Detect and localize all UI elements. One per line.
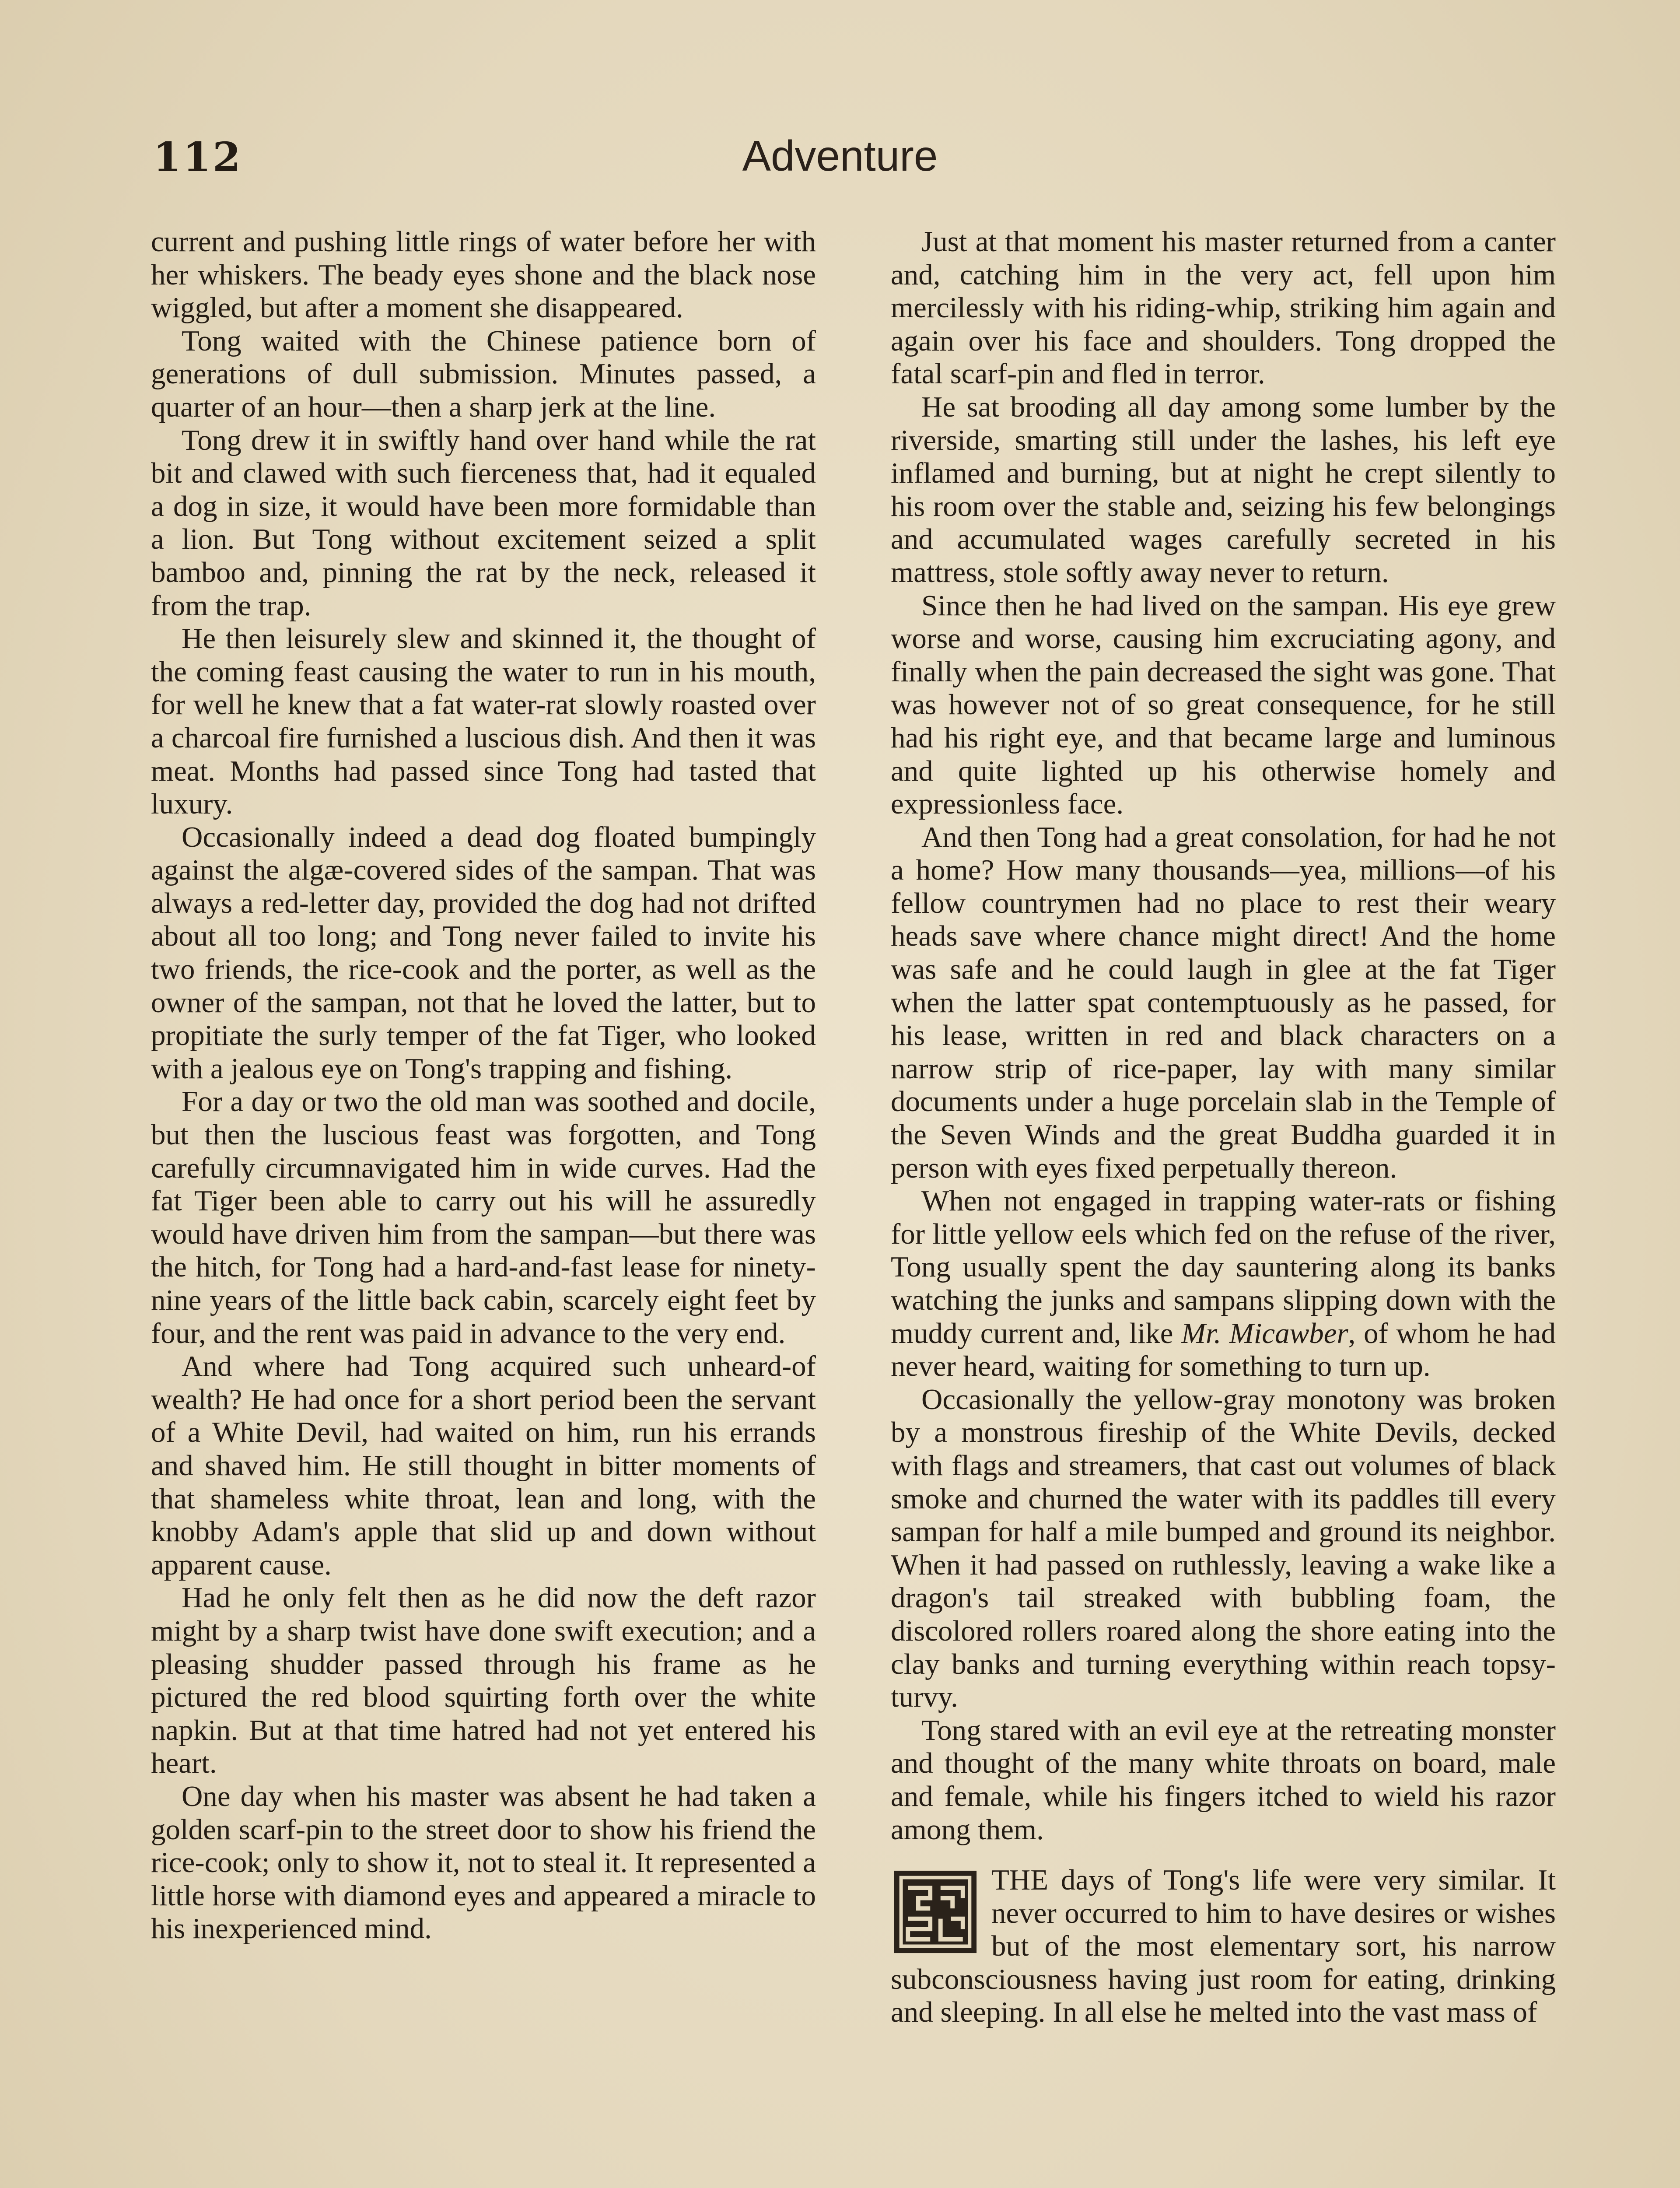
paragraph: current and pushing little rings of water before her with her whiskers. The beady eyes shone and the black nose wiggled, but after a moment she disappeared. [151,225,816,324]
running-head: Adventure [742,132,938,180]
paragraph: Since then he had lived on the sampan. His eye grew worse and worse, causing him excruciating agony, and finally when the pain decreased the sight was gone. That was however not of so great consequence, for he still had his right eye, and that became large and luminous and quite lighted up his otherwise homely and expressionless face. [891,589,1556,820]
paragraph: And where had Tong acquired such unheard-of wealth? He had once for a short period been the servant of a White Devil, had waited on him, run his errands and shaved him. He still thought in bitter moments of that shameless white throat, lean and long, with the knobby Adam's apple that slid up and down without apparent cause. [151,1350,816,1581]
text-run: When not engaged in trapping water-rats or fishing for little yellow eels which fed on the refuse of the river, Tong usually spent the day sauntering along its banks watching the junks and sampans slipping down with the muddy current and, like [891,1185,1556,1350]
left-column [151,225,816,1946]
paragraph: Tong stared with an evil eye at the retreating monster and thought of the many white throats on board, male and female, while his fingers itched to wield his razor among them. [891,1714,1556,1846]
text-run: , of whom he had never heard, waiting for something to turn up. [891,1317,1556,1383]
paragraph: Occasionally the yellow-gray monotony was broken by a monstrous fireship of the White Devils, decked with flags and streamers, that cast out volumes of black smoke and churned the water with its paddles till every sampan for half a mile bumped and ground its neighbor. When it had passed on ruthlessly, leaving a wake like a dragon's tail streaked with bubbling foam, the discolored rollers roared along the shore eating into the clay banks and turning everything within reach topsy-turvy. [891,1383,1556,1714]
paragraph: And then Tong had a great consolation, for had he not a home? How many thousands—yea, millions—of his fellow countrymen had no place to rest their weary heads save where chance might direct! And the home was safe and he could laugh in glee at the fat Tiger when the latter spat contemptuously as he passed, for his lease, written in red and black characters on a narrow strip of rice-paper, lay with many similar documents under a huge porcelain slab in the Temple of the Seven Winds and the great Buddha guarded it in person with eyes fixed perpetually thereon. [891,820,1556,1184]
section-ornament-icon [892,1868,978,1956]
italic-name: Mr. Micawber [1181,1317,1348,1350]
paragraph: One day when his master was absent he had taken a golden scarf-pin to the street door to show his friend the rice-cook; only to show it, not to steal it. It represented a little horse with diamond eyes and appeared a miracle to his inexperienced mind. [151,1780,816,1945]
paragraph: He sat brooding all day among some lumber by the riverside, smarting still under the lashes, his left eye inflamed and burning, but at night he crept silently to his room over the stable and, seizing his few belongings and accumulated wages carefully secreted in his mattress, stole softly away never to return. [891,390,1556,589]
paragraph: For a day or two the old man was soothed and docile, but then the luscious feast was forgotten, and Tong carefully circumnavigated him in wide curves. Had the fat Tiger been able to carry out his will he assuredly would have driven him from the sampan—but there was the hitch, for Tong had a hard-and-fast lease for ninety-nine years of the little back cabin, scarcely eight feet by four, and the rent was paid in advance to the very end. [151,1085,816,1350]
paragraph: Occasionally indeed a dead dog floated bumpingly against the algæ-covered sides of the sampan. That was always a red-letter day, provided the dog had not drifted about all too long; and Tong never failed to invite his two friends, the rice-cook and the porter, as well as the owner of the sampan, not that he loved the latter, but to propitiate the surly temper of the fat Tiger, who looked with a jealous eye on Tong's trapping and fishing. [151,820,816,1085]
section-start-paragraph [891,1864,1556,2029]
paragraph: Just at that moment his master returned from a canter and, catching him in the very act, fell upon him mercilessly with his riding-whip, striking him again and again over his face and shoulders. Tong dropped the fatal scarf-pin and fled in terror. [891,225,1556,390]
paragraph: Tong waited with the Chinese patience born of generations of dull submission. Minutes passed, a quarter of an hour—then a sharp jerk at the line. [151,324,816,423]
page-number: 112 [153,133,243,181]
paragraph [891,1185,1556,1383]
paragraph: He then leisurely slew and skinned it, the thought of the coming feast causing the water to run in his mouth, for well he knew that a fat water-rat slowly roasted over a charcoal fire furnished a luscious dish. And then it was meat. Months had passed since Tong had tasted that luxury. [151,622,816,820]
paragraph: Had he only felt then as he did now the deft razor might by a sharp twist have done swift execution; and a pleasing shudder passed through his frame as he pictured the red blood squirting forth over the white napkin. But at that time hatred had not yet entered his heart. [151,1581,816,1780]
right-column [891,225,1556,2029]
paragraph: Tong drew it in swiftly hand over hand while the rat bit and clawed with such fierceness that, had it equaled a dog in size, it would have been more formidable than a lion. But Tong without excitement seized a split bamboo and, pinning the rat by the neck, released it from the trap. [151,424,816,622]
section-text: THE days of Tong's life were very similar. It never occurred to him to have desires or wishes but of the most elementary sort, his narrow subconsciousness having just room for eating, drinking and sleeping. In all else he melted into the vast mass of [891,1864,1556,2029]
